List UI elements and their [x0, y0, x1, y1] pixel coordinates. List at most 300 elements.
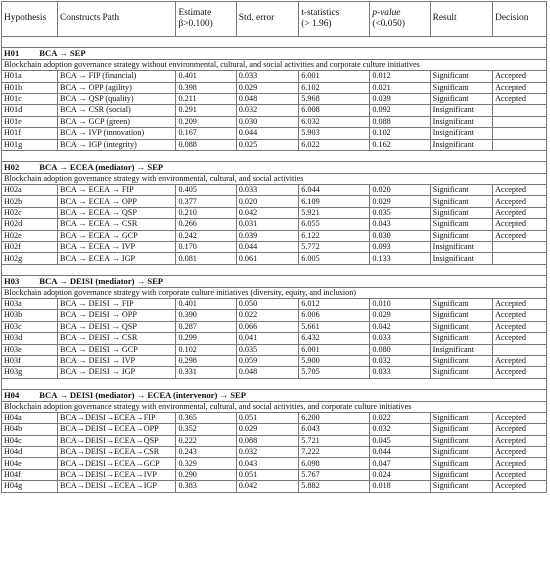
cell-hypothesis: H02e	[2, 230, 58, 241]
cell-p-value: 0.033	[370, 333, 430, 344]
cell-result: Significant	[430, 207, 492, 218]
cell-t-stat: 5.903	[299, 128, 370, 139]
group-description-row	[2, 59, 547, 70]
group-header-row	[2, 162, 547, 173]
group-description-row	[2, 173, 547, 184]
cell-decision: Accepted	[493, 412, 547, 423]
table-row	[2, 116, 547, 127]
group-header-cell	[2, 162, 547, 173]
cell-p-value: 0.029	[370, 310, 430, 321]
cell-result: Significant	[430, 219, 492, 230]
cell-std-error: 0.029	[236, 82, 298, 93]
cell-t-stat: 5.882	[299, 481, 370, 492]
cell-estimate: 0.209	[176, 116, 236, 127]
cell-estimate: 0.405	[176, 185, 236, 196]
cell-decision	[493, 242, 547, 253]
cell-result: Significant	[430, 230, 492, 241]
cell-decision: Accepted	[493, 481, 547, 492]
cell-result: Significant	[430, 412, 492, 423]
cell-hypothesis: H01e	[2, 116, 58, 127]
cell-path: BCA → ECEA → QSP	[58, 207, 176, 218]
table-row	[2, 185, 547, 196]
cell-path: BCA → CSR (social)	[58, 105, 176, 116]
section-spacer	[2, 150, 547, 161]
cell-estimate: 0.390	[176, 310, 236, 321]
table-row	[2, 355, 547, 366]
cell-path: BCA → DEISI → IGP	[58, 367, 176, 378]
cell-decision: Accepted	[493, 435, 547, 446]
cell-hypothesis: H04d	[2, 447, 58, 458]
cell-hypothesis: H02c	[2, 207, 58, 218]
cell-p-value: 0.047	[370, 458, 430, 469]
cell-std-error: 0.032	[236, 105, 298, 116]
cell-hypothesis: H04f	[2, 469, 58, 480]
cell-path: BCA → DEISI → OPP	[58, 310, 176, 321]
cell-result: Insignificant	[430, 139, 492, 150]
cell-estimate: 0.170	[176, 242, 236, 253]
table-row	[2, 447, 547, 458]
cell-t-stat: 6.432	[299, 333, 370, 344]
cell-decision: Accepted	[493, 207, 547, 218]
cell-path: BCA→DEISI→ECEA→OPP	[58, 424, 176, 435]
cell-decision	[493, 139, 547, 150]
cell-p-value: 0.033	[370, 367, 430, 378]
header-decision: Decision	[493, 2, 547, 37]
cell-t-stat: 6.032	[299, 116, 370, 127]
table-row	[2, 71, 547, 82]
cell-estimate: 0.401	[176, 71, 236, 82]
cell-t-stat: 6.043	[299, 424, 370, 435]
cell-estimate: 0.398	[176, 82, 236, 93]
cell-hypothesis: H01c	[2, 93, 58, 104]
cell-decision: Accepted	[493, 93, 547, 104]
group-description-row	[2, 401, 547, 412]
cell-hypothesis: H02a	[2, 185, 58, 196]
cell-result: Significant	[430, 93, 492, 104]
group-path: BCA → DEISI (mediator) → ECEA (intervenor) → SEP	[39, 390, 247, 400]
cell-p-value: 0.030	[370, 230, 430, 241]
cell-std-error: 0.066	[236, 321, 298, 332]
cell-result: Significant	[430, 196, 492, 207]
cell-std-error: 0.059	[236, 355, 298, 366]
spacer-cell	[2, 150, 547, 161]
cell-path: BCA→DEISI→ECEA→IVP	[58, 469, 176, 480]
cell-t-stat: 5.767	[299, 469, 370, 480]
cell-t-stat: 6.109	[299, 196, 370, 207]
cell-std-error: 0.031	[236, 219, 298, 230]
cell-hypothesis: H03e	[2, 344, 58, 355]
table-row	[2, 242, 547, 253]
cell-t-stat: 6.008	[299, 105, 370, 116]
table-row	[2, 298, 547, 309]
table-row	[2, 105, 547, 116]
cell-path: BCA → QSP (quality)	[58, 93, 176, 104]
table-row	[2, 93, 547, 104]
cell-hypothesis: H01f	[2, 128, 58, 139]
cell-t-stat: 5.705	[299, 367, 370, 378]
cell-hypothesis: H04g	[2, 481, 58, 492]
cell-std-error: 0.050	[236, 298, 298, 309]
cell-std-error: 0.051	[236, 469, 298, 480]
header-estimate-line2: β>0.100)	[178, 19, 213, 29]
cell-path: BCA → OPP (agility)	[58, 82, 176, 93]
cell-decision: Accepted	[493, 310, 547, 321]
cell-hypothesis: H04e	[2, 458, 58, 469]
cell-decision: Accepted	[493, 458, 547, 469]
group-description: Blockchain adoption governance strategy with environmental, cultural, and social activities, and corporate culture initiatives	[2, 401, 547, 412]
cell-p-value: 0.102	[370, 128, 430, 139]
cell-std-error: 0.048	[236, 367, 298, 378]
cell-result: Significant	[430, 424, 492, 435]
cell-estimate: 0.290	[176, 469, 236, 480]
cell-estimate: 0.352	[176, 424, 236, 435]
table-row	[2, 82, 547, 93]
section-spacer	[2, 37, 547, 48]
cell-estimate: 0.102	[176, 344, 236, 355]
cell-t-stat: 6.044	[299, 185, 370, 196]
header-tstat-line2: (> 1.96)	[301, 19, 332, 29]
group-description-row	[2, 287, 547, 298]
cell-p-value: 0.032	[370, 355, 430, 366]
cell-hypothesis: H03f	[2, 355, 58, 366]
cell-decision: Accepted	[493, 185, 547, 196]
cell-p-value: 0.039	[370, 93, 430, 104]
cell-std-error: 0.048	[236, 93, 298, 104]
cell-estimate: 0.088	[176, 139, 236, 150]
cell-result: Significant	[430, 458, 492, 469]
table-header-row	[2, 2, 547, 37]
header-p-value	[370, 2, 430, 37]
cell-p-value: 0.018	[370, 481, 430, 492]
cell-p-value: 0.020	[370, 185, 430, 196]
group-header-row	[2, 276, 547, 287]
cell-std-error: 0.088	[236, 435, 298, 446]
cell-path: BCA → ECEA → CSR	[58, 219, 176, 230]
cell-result: Significant	[430, 82, 492, 93]
cell-t-stat: 6.001	[299, 71, 370, 82]
cell-decision: Accepted	[493, 355, 547, 366]
cell-t-stat: 6.006	[299, 310, 370, 321]
table-row	[2, 458, 547, 469]
group-id: H03	[4, 276, 20, 287]
cell-hypothesis: H01a	[2, 71, 58, 82]
header-std-error: Std. error	[236, 2, 298, 37]
table-row	[2, 412, 547, 423]
cell-t-stat: 6.098	[299, 458, 370, 469]
cell-result: Insignificant	[430, 128, 492, 139]
group-id: H02	[4, 162, 20, 173]
cell-std-error: 0.035	[236, 344, 298, 355]
cell-estimate: 0.365	[176, 412, 236, 423]
cell-decision: Accepted	[493, 298, 547, 309]
cell-std-error: 0.025	[236, 139, 298, 150]
cell-t-stat: 5.661	[299, 321, 370, 332]
cell-hypothesis: H03g	[2, 367, 58, 378]
header-result: Result	[430, 2, 492, 37]
cell-result: Insignificant	[430, 253, 492, 264]
group-header-cell	[2, 48, 547, 59]
cell-estimate: 0.383	[176, 481, 236, 492]
cell-result: Significant	[430, 367, 492, 378]
cell-result: Significant	[430, 447, 492, 458]
cell-decision	[493, 128, 547, 139]
cell-hypothesis: H02b	[2, 196, 58, 207]
cell-p-value: 0.080	[370, 344, 430, 355]
group-path: BCA → DEISI (mediator) → SEP	[39, 276, 164, 287]
section-spacer	[2, 378, 547, 389]
cell-p-value: 0.012	[370, 71, 430, 82]
header-pvalue-line2: (<0.050)	[372, 19, 405, 29]
cell-p-value: 0.042	[370, 321, 430, 332]
cell-path: BCA → ECEA → OPP	[58, 196, 176, 207]
cell-result: Significant	[430, 481, 492, 492]
cell-std-error: 0.044	[236, 242, 298, 253]
cell-path: BCA→DEISI→ECEA→QSP	[58, 435, 176, 446]
cell-estimate: 0.242	[176, 230, 236, 241]
group-header-cell	[2, 390, 547, 401]
cell-hypothesis: H01g	[2, 139, 58, 150]
cell-decision: Accepted	[493, 424, 547, 435]
cell-path: BCA → GCP (green)	[58, 116, 176, 127]
cell-estimate: 0.329	[176, 458, 236, 469]
cell-hypothesis: H02d	[2, 219, 58, 230]
cell-result: Significant	[430, 71, 492, 82]
cell-path: BCA → DEISI → FIP	[58, 298, 176, 309]
cell-p-value: 0.022	[370, 412, 430, 423]
cell-std-error: 0.041	[236, 333, 298, 344]
cell-estimate: 0.298	[176, 355, 236, 366]
cell-std-error: 0.033	[236, 185, 298, 196]
cell-path: BCA → FIP (financial)	[58, 71, 176, 82]
table-row	[2, 481, 547, 492]
header-constructs-path: Constructs Path	[58, 2, 176, 37]
header-estimate	[176, 2, 236, 37]
cell-path: BCA → ECEA → GCP	[58, 230, 176, 241]
cell-p-value: 0.043	[370, 219, 430, 230]
cell-estimate: 0.222	[176, 435, 236, 446]
cell-hypothesis: H03c	[2, 321, 58, 332]
cell-hypothesis: H04c	[2, 435, 58, 446]
cell-decision: Accepted	[493, 321, 547, 332]
table-row	[2, 196, 547, 207]
cell-result: Insignificant	[430, 116, 492, 127]
cell-path: BCA → ECEA → IGP	[58, 253, 176, 264]
cell-estimate: 0.266	[176, 219, 236, 230]
cell-std-error: 0.051	[236, 412, 298, 423]
group-header-row	[2, 390, 547, 401]
cell-decision: Accepted	[493, 82, 547, 93]
cell-result: Significant	[430, 333, 492, 344]
cell-t-stat: 5.721	[299, 435, 370, 446]
cell-t-stat: 6.005	[299, 253, 370, 264]
spacer-cell	[2, 264, 547, 275]
cell-estimate: 0.299	[176, 333, 236, 344]
cell-hypothesis: H03a	[2, 298, 58, 309]
header-pvalue-line1: p-value	[372, 7, 401, 18]
cell-hypothesis: H01b	[2, 82, 58, 93]
cell-result: Significant	[430, 310, 492, 321]
cell-estimate: 0.287	[176, 321, 236, 332]
table-row	[2, 321, 547, 332]
cell-estimate: 0.331	[176, 367, 236, 378]
cell-p-value: 0.010	[370, 298, 430, 309]
cell-p-value: 0.035	[370, 207, 430, 218]
cell-path: BCA → IVP (innovation)	[58, 128, 176, 139]
cell-hypothesis: H04b	[2, 424, 58, 435]
header-hypothesis: Hypothesis	[2, 2, 58, 37]
cell-path: BCA → ECEA → IVP	[58, 242, 176, 253]
group-description: Blockchain adoption governance strategy with corporate culture initiatives (diversity, equity, and inclusion)	[2, 287, 547, 298]
cell-std-error: 0.043	[236, 458, 298, 469]
cell-path: BCA → DEISI → QSP	[58, 321, 176, 332]
cell-decision: Accepted	[493, 333, 547, 344]
cell-decision	[493, 253, 547, 264]
cell-path: BCA→DEISI→ECEA→CSR	[58, 447, 176, 458]
cell-decision: Accepted	[493, 71, 547, 82]
cell-std-error: 0.039	[236, 230, 298, 241]
cell-estimate: 0.243	[176, 447, 236, 458]
table-row	[2, 253, 547, 264]
group-id: H04	[4, 390, 20, 400]
cell-t-stat: 6.022	[299, 139, 370, 150]
cell-p-value: 0.032	[370, 424, 430, 435]
cell-estimate: 0.081	[176, 253, 236, 264]
header-tstat-line1: t-statistics	[301, 7, 340, 18]
group-description: Blockchain adoption governance strategy without environmental, cultural, and social activities and corporate culture initiatives	[2, 59, 547, 70]
section-spacer	[2, 264, 547, 275]
cell-path: BCA → IGP (integrity)	[58, 139, 176, 150]
cell-p-value: 0.092	[370, 105, 430, 116]
table-body	[2, 37, 547, 493]
cell-std-error: 0.044	[236, 128, 298, 139]
cell-t-stat: 5.968	[299, 93, 370, 104]
spacer-cell	[2, 378, 547, 389]
cell-std-error: 0.042	[236, 481, 298, 492]
cell-hypothesis: H03b	[2, 310, 58, 321]
cell-t-stat: 5.921	[299, 207, 370, 218]
cell-t-stat: 6.122	[299, 230, 370, 241]
cell-result: Significant	[430, 469, 492, 480]
cell-t-stat: 6.012	[299, 298, 370, 309]
cell-result: Insignificant	[430, 344, 492, 355]
cell-std-error: 0.022	[236, 310, 298, 321]
header-estimate-line1: Estimate	[178, 7, 212, 18]
cell-path: BCA → DEISI → GCP	[58, 344, 176, 355]
cell-decision: Accepted	[493, 196, 547, 207]
group-header-row	[2, 48, 547, 59]
hypothesis-results-table	[1, 1, 547, 493]
cell-result: Significant	[430, 321, 492, 332]
cell-estimate: 0.377	[176, 196, 236, 207]
cell-estimate: 0.167	[176, 128, 236, 139]
group-header-cell	[2, 276, 547, 287]
cell-decision	[493, 116, 547, 127]
cell-p-value: 0.029	[370, 196, 430, 207]
table-row	[2, 333, 547, 344]
cell-std-error: 0.029	[236, 424, 298, 435]
table-row	[2, 424, 547, 435]
cell-result: Significant	[430, 435, 492, 446]
cell-result: Significant	[430, 355, 492, 366]
cell-hypothesis: H02f	[2, 242, 58, 253]
header-t-statistics	[299, 2, 370, 37]
cell-estimate: 0.401	[176, 298, 236, 309]
cell-p-value: 0.045	[370, 435, 430, 446]
cell-p-value: 0.021	[370, 82, 430, 93]
cell-result: Insignificant	[430, 242, 492, 253]
results-table-sheet	[1, 1, 549, 560]
cell-t-stat: 6.055	[299, 219, 370, 230]
table-row	[2, 139, 547, 150]
cell-t-stat: 5.772	[299, 242, 370, 253]
cell-result: Insignificant	[430, 105, 492, 116]
cell-t-stat: 5.900	[299, 355, 370, 366]
cell-std-error: 0.061	[236, 253, 298, 264]
table-row	[2, 207, 547, 218]
cell-p-value: 0.044	[370, 447, 430, 458]
cell-std-error: 0.042	[236, 207, 298, 218]
cell-t-stat: 6.102	[299, 82, 370, 93]
cell-t-stat: 7.222	[299, 447, 370, 458]
cell-hypothesis: H03d	[2, 333, 58, 344]
table-row	[2, 367, 547, 378]
cell-p-value: 0.088	[370, 116, 430, 127]
cell-result: Significant	[430, 298, 492, 309]
cell-p-value: 0.024	[370, 469, 430, 480]
table-row	[2, 344, 547, 355]
group-path: BCA → SEP	[39, 48, 86, 59]
cell-std-error: 0.033	[236, 71, 298, 82]
cell-decision: Accepted	[493, 367, 547, 378]
cell-decision: Accepted	[493, 447, 547, 458]
group-description: Blockchain adoption governance strategy with environmental, cultural, and social activities	[2, 173, 547, 184]
cell-decision: Accepted	[493, 219, 547, 230]
cell-path: BCA→DEISI→ECEA→FIP	[58, 412, 176, 423]
cell-p-value: 0.162	[370, 139, 430, 150]
cell-path: BCA→DEISI→ECEA→IGP	[58, 481, 176, 492]
cell-std-error: 0.020	[236, 196, 298, 207]
cell-estimate: 0.211	[176, 93, 236, 104]
cell-t-stat: 6.001	[299, 344, 370, 355]
cell-path: BCA → ECEA → FIP	[58, 185, 176, 196]
cell-hypothesis: H02g	[2, 253, 58, 264]
cell-path: BCA → DEISI → IVP	[58, 355, 176, 366]
cell-decision	[493, 105, 547, 116]
cell-p-value: 0.093	[370, 242, 430, 253]
table-row	[2, 230, 547, 241]
cell-p-value: 0.133	[370, 253, 430, 264]
table-row	[2, 310, 547, 321]
cell-hypothesis: H01d	[2, 105, 58, 116]
table-row	[2, 469, 547, 480]
spacer-cell	[2, 37, 547, 48]
cell-t-stat: 6.200	[299, 412, 370, 423]
cell-path: BCA→DEISI→ECEA→GCP	[58, 458, 176, 469]
table-row	[2, 128, 547, 139]
cell-decision: Accepted	[493, 230, 547, 241]
cell-hypothesis: H04a	[2, 412, 58, 423]
cell-decision: Accepted	[493, 469, 547, 480]
cell-std-error: 0.032	[236, 447, 298, 458]
cell-path: BCA → DEISI → CSR	[58, 333, 176, 344]
group-id: H01	[4, 48, 20, 59]
group-path: BCA → ECEA (mediator) → SEP	[39, 162, 164, 173]
table-row	[2, 219, 547, 230]
cell-decision	[493, 344, 547, 355]
table-row	[2, 435, 547, 446]
cell-estimate: 0.210	[176, 207, 236, 218]
cell-estimate: 0.291	[176, 105, 236, 116]
